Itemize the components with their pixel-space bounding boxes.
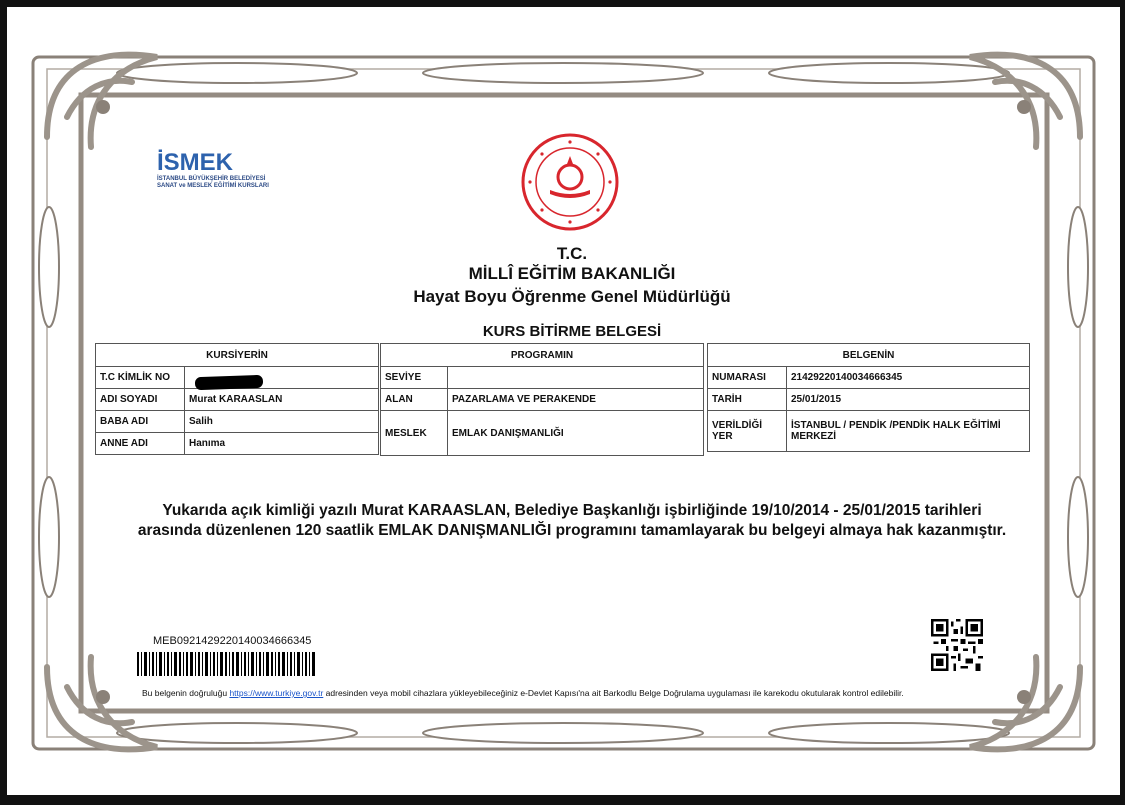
header-ministry: MİLLÎ EĞİTİM BAKANLIĞI xyxy=(468,264,676,283)
ismek-logo-subtitle-1: İSTANBUL BÜYÜKŞEHİR BELEDİYESİ xyxy=(157,176,266,182)
document-label: VERİLDİĞİ YER xyxy=(708,411,787,452)
certificate-title: KURS BİTİRME BELGESİ xyxy=(482,323,662,340)
document-value: 21429220140034666345 xyxy=(787,367,1030,389)
trainee-value: Salih xyxy=(185,411,379,433)
verification-text-before: Bu belgenin doğruluğu xyxy=(142,688,230,698)
document-table xyxy=(707,343,1030,452)
program-value: PAZARLAMA VE PERAKENDE xyxy=(448,389,704,411)
program-value xyxy=(448,367,704,389)
trainee-label: BABA ADI xyxy=(96,411,185,433)
ministry-seal-icon xyxy=(520,132,620,232)
table-row xyxy=(96,433,379,455)
trainee-label: ADI SOYADI xyxy=(96,389,185,411)
program-label: MESLEK xyxy=(381,411,448,456)
redaction-mark xyxy=(195,375,263,390)
table-row xyxy=(96,411,379,433)
table-row xyxy=(708,367,1030,389)
program-label: SEVİYE xyxy=(381,367,448,389)
verification-note xyxy=(142,688,1002,698)
table-row xyxy=(708,389,1030,411)
verification-text-after: adresinden veya mobil cihazlara yükleyebileceğiniz e-Devlet Kapısı'na ait Barkodlu Belge Doğrulama uygulaması ile karekodu okutularak kontrol edilebilir. xyxy=(323,688,904,698)
ismek-logo-subtitle-2: SANAT ve MESLEK EĞİTİMİ KURSLARI xyxy=(157,183,269,189)
trainee-table xyxy=(95,343,379,455)
certificate-statement xyxy=(102,501,1042,541)
turkiye-gov-link[interactable]: https://www.turkiye.gov.tr xyxy=(229,688,324,698)
trainee-label: ANNE ADI xyxy=(96,433,185,455)
qr-code-icon xyxy=(931,619,983,671)
table-row xyxy=(381,367,704,389)
trainee-heading: KURSİYERİN xyxy=(96,344,379,367)
statement-line-2: arasında düzenlenen 120 saatlik EMLAK DANIŞMANLIĞI programını tamamlayarak bu belgeyi almaya hak kazanmıştır. xyxy=(137,522,1007,539)
table-row xyxy=(708,411,1030,452)
document-value: 25/01/2015 xyxy=(787,389,1030,411)
table-row xyxy=(381,389,704,411)
trainee-label: T.C KİMLİK NO xyxy=(96,367,185,389)
trainee-value: Hanıma xyxy=(185,433,379,455)
certificate-page xyxy=(7,7,1120,795)
program-heading: PROGRAMIN xyxy=(381,344,704,367)
statement-line-1: Yukarıda açık kimliği yazılı Murat KARAASLAN, Belediye Başkanlığı işbirliğinde 19/10/2014 - 25/01/2015 tarihleri xyxy=(162,502,982,519)
document-value: İSTANBUL / PENDİK /PENDİK HALK EĞİTİMİ MERKEZİ xyxy=(787,411,1030,452)
program-table xyxy=(380,343,704,456)
barcode-icon xyxy=(137,652,317,676)
program-label: ALAN xyxy=(381,389,448,411)
ismek-logo-name: İSMEK xyxy=(157,149,234,176)
document-heading: BELGENİN xyxy=(708,344,1030,367)
table-row xyxy=(381,411,704,456)
ismek-logo xyxy=(157,150,272,215)
document-label: NUMARASI xyxy=(708,367,787,389)
trainee-value: Murat KARAASLAN xyxy=(185,389,379,411)
header-directorate: Hayat Boyu Öğrenme Genel Müdürlüğü xyxy=(413,287,731,306)
document-label: TARİH xyxy=(708,389,787,411)
table-row xyxy=(96,389,379,411)
header-tc: T.C. xyxy=(556,244,588,263)
barcode-number: MEB09214292201400346663​45 xyxy=(153,635,312,647)
program-value: EMLAK DANIŞMANLIĞI xyxy=(448,411,704,456)
